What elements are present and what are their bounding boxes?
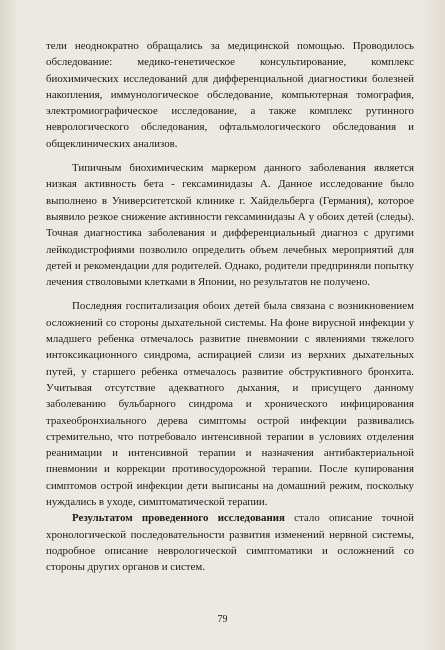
paragraph-3: Последняя госпитализация обоих детей была связана с возникновением осложнений со стороны дыхательной системы. На фоне вирусной инфекции у младшего ребенка отмечалось развитие пневмонии с явлениями тяжелого интоксикационного синдрома, аспирацией слизи из верхних дыхательных путей, у старшего ребенка отмечалось развитие обструктивного бронхита. Учитывая отсутствие адекватного дыхания, и присущего данному заболеванию бульбарного синдрома и хронического инфицирования трахеобронхиального дерева симптомы острой инфекции развивались стремительно, что потребовало интенсивной терапии в условиях отделения реанимации и интенсивной терапии и назначения антибактериальной пневмонии и коррекции противосудорожной терапии. После купирования симптомов острой инфекции дети выписаны на домашний режим, поскольку нуждались в уходе, симптоматической терапии. [46, 300, 414, 509]
paragraph-4-lead: Результатом проведенного исследования [72, 512, 285, 525]
paragraph-4-body: стало описание точной хронологической последовательности развития изменений нервной системы, подробное описание неврологической симптоматики и осложнений со стороны других органов и систем. [46, 512, 414, 574]
paragraph-2: Типичным биохимическим маркером данного заболевания является низкая активность бета - гексаминидазы А. Данное исследование было выполнено в Университетской клинике г. Хайдельберга (Германия), которое выявило резкое снижение активности гексаминидазы А у обоих детей (следы). Точная диагностика заболевания и дифференциальный диагноз с другими лейкодистрофиями позволило определить объем лечебных мероприятий для детей и рекомендации для родителей. Однако, родители предприняли попытку лечения стволовыми клетками в Японии, но результатов не получено. [46, 162, 414, 289]
body-text [46, 38, 414, 576]
page-number: 79 [217, 614, 228, 625]
paragraph-1: тели неоднократно обращались за медицинской помощью. Проводилось обследование: медико-генетическое консультирование, комплекс биохимических исследований для дифференциальной диагностики болезней накопления, иммунологическое обследование, компьютерная томография, электромиографическое исследование, а также комплекс рутинного неврологического обследования, офтальмологического обследования и общеклинических анализов. [46, 40, 414, 150]
paragraph-4 [46, 510, 414, 575]
